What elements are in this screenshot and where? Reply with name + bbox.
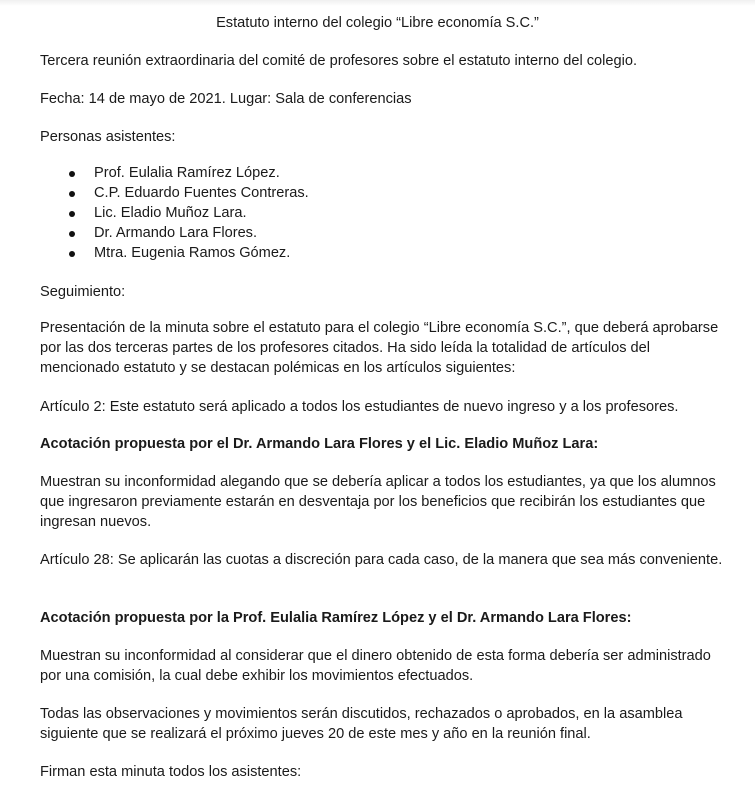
attendee-name: Lic. Eladio Muñoz Lara. bbox=[94, 205, 247, 221]
top-edge-shadow bbox=[0, 0, 755, 6]
attendee-item bbox=[40, 183, 309, 203]
article-28-paragraph: Artículo 28: Se aplicarán las cuotas a discreción para cada caso, de la manera que sea más conveniente. bbox=[40, 552, 723, 568]
followup-label: Seguimiento: bbox=[40, 284, 126, 300]
attendees-label: Personas asistentes: bbox=[40, 129, 176, 145]
attendee-item bbox=[40, 243, 309, 263]
attendee-name: Prof. Eulalia Ramírez López. bbox=[94, 165, 280, 181]
attendees-list bbox=[40, 163, 309, 263]
bullet-icon bbox=[69, 191, 75, 197]
attendee-item bbox=[40, 223, 309, 243]
article-2-paragraph: Artículo 2: Este estatuto será aplicado a todos los estudiantes de nuevo ingreso y a los profesores. bbox=[40, 399, 679, 415]
attendee-name: Mtra. Eugenia Ramos Gómez. bbox=[94, 245, 291, 261]
bullet-icon bbox=[69, 231, 75, 237]
attendee-name: C.P. Eduardo Fuentes Contreras. bbox=[94, 185, 309, 201]
bullet-icon bbox=[69, 171, 75, 177]
signatures-label: Firman esta minuta todos los asistentes: bbox=[40, 764, 302, 780]
bullet-icon bbox=[69, 251, 75, 257]
attendee-name: Dr. Armando Lara Flores. bbox=[94, 225, 258, 241]
annotation-1-heading: Acotación propuesta por el Dr. Armando Lara Flores y el Lic. Eladio Muñoz Lara: bbox=[40, 436, 599, 452]
date-place-paragraph: Fecha: 14 de mayo de 2021. Lugar: Sala de conferencias bbox=[40, 91, 412, 107]
presentation-paragraph: Presentación de la minuta sobre el estatuto para el colegio “Libre economía S.C.”, que deberá aprobarse por las dos terceras partes de los profesores citados. Ha sido leída la totalidad de artículos del mencionado estatuto y se destacan polémicas en los artículos siguientes: bbox=[40, 320, 719, 376]
annotation-2-text: Muestran su inconformidad al considerar que el dinero obtenido de esta forma debería ser administrado por una comisión, la cual debe exhibir los movimientos efectuados. bbox=[40, 648, 711, 684]
annotation-2-heading: Acotación propuesta por la Prof. Eulalia Ramírez López y el Dr. Armando Lara Flores: bbox=[40, 610, 632, 626]
attendee-item bbox=[40, 203, 309, 223]
closing-paragraph: Todas las observaciones y movimientos serán discutidos, rechazados o aprobados, en la asamblea siguiente que se realizará el próximo jueves 20 de este mes y año en la reunión final. bbox=[40, 706, 683, 742]
attendee-item bbox=[40, 163, 309, 183]
intro-paragraph: Tercera reunión extraordinaria del comité de profesores sobre el estatuto interno del colegio. bbox=[40, 53, 638, 69]
document-title: Estatuto interno del colegio “Libre economía S.C.” bbox=[216, 15, 539, 31]
bullet-icon bbox=[69, 211, 75, 217]
annotation-1-text: Muestran su inconformidad alegando que se debería aplicar a todos los estudiantes, ya que los alumnos que ingresaron previamente estarán en desventaja por los beneficios que recibirán los estudiantes que ingresan nuevos. bbox=[40, 474, 716, 530]
